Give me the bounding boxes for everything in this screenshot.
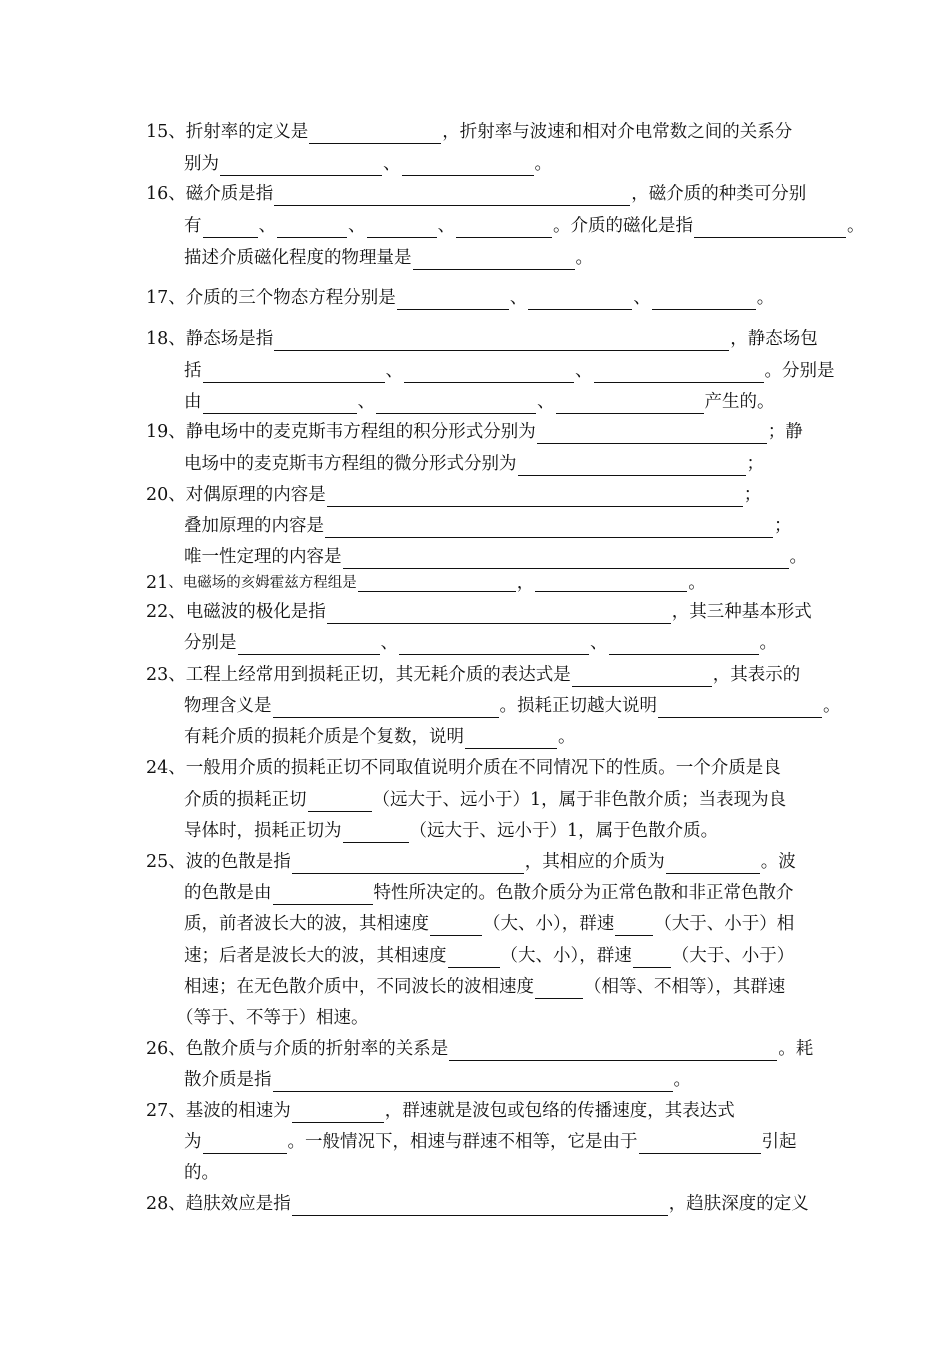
q15-blank-1[interactable] bbox=[309, 121, 441, 144]
q25-blank-1[interactable] bbox=[292, 851, 524, 874]
q25-text-3: 。波 bbox=[760, 852, 796, 872]
q28-text-2: ，趋肤深度的定义 bbox=[668, 1194, 809, 1214]
semicolon: ； bbox=[743, 485, 762, 505]
q18-line3 bbox=[184, 386, 775, 418]
q25-text-8: （大于、小于）相 bbox=[654, 914, 795, 934]
q26-blank-1[interactable] bbox=[449, 1038, 777, 1061]
q18-line2 bbox=[184, 355, 835, 387]
period: 。 bbox=[673, 1070, 691, 1090]
q15-text: 15、折射率的定义是 bbox=[146, 122, 309, 142]
q20-line3 bbox=[184, 541, 807, 573]
q15-text-2: ，折射率与波速和相对介电常数之间的关系分 bbox=[442, 122, 793, 142]
q24-line3 bbox=[184, 815, 718, 847]
q16-blank-5[interactable] bbox=[456, 215, 552, 238]
q16-blank-3[interactable] bbox=[277, 215, 347, 238]
q25-blank-2[interactable] bbox=[666, 851, 760, 874]
q20-blank-3[interactable] bbox=[343, 546, 789, 569]
q20-text: 20、对偶原理的内容是 bbox=[146, 485, 326, 505]
separator: 、 bbox=[633, 288, 651, 308]
q25-text-10: （大、小），群速 bbox=[500, 946, 632, 966]
q23-blank-1[interactable] bbox=[572, 664, 712, 687]
q24-blank-2[interactable] bbox=[343, 820, 409, 843]
q20-blank-1[interactable] bbox=[327, 484, 743, 507]
q18-text-3: 括 bbox=[184, 361, 202, 381]
q27-text-6: 的。 bbox=[184, 1163, 219, 1183]
q18-blank-7[interactable] bbox=[556, 391, 704, 414]
q25-blank-4[interactable] bbox=[430, 913, 482, 936]
q26-line2 bbox=[184, 1064, 691, 1096]
q26-text-2: 。耗 bbox=[778, 1039, 814, 1059]
q23-line3 bbox=[184, 721, 576, 753]
q25-text-4: 的色散是由 bbox=[184, 883, 272, 903]
q17-blank-2[interactable] bbox=[528, 287, 632, 310]
q25-line1 bbox=[146, 846, 796, 878]
q19-line1 bbox=[146, 416, 803, 448]
period: 。 bbox=[534, 154, 552, 174]
q19-line2 bbox=[184, 448, 764, 480]
q15-line2 bbox=[184, 148, 552, 180]
q26-text: 26、色散介质与介质的折射率的关系是 bbox=[146, 1039, 449, 1059]
q25-text-5: 特性所决定的。色散介质分为正常色散和非正常色散介 bbox=[373, 883, 794, 903]
q24-text: 24、一般用介质的损耗正切不同取值说明介质在不同情况下的性质。一个介质是良 bbox=[146, 758, 781, 778]
q27-line2 bbox=[184, 1126, 797, 1158]
q24-text-5: （远大于、远小于）1，属于色散介质。 bbox=[409, 821, 719, 841]
q27-blank-3[interactable] bbox=[639, 1131, 761, 1154]
q16-blank-6[interactable] bbox=[694, 215, 846, 238]
q19-text-2: ；静 bbox=[767, 422, 803, 442]
q24-line2 bbox=[184, 784, 786, 816]
q25-blank-3[interactable] bbox=[273, 882, 373, 905]
q23-blank-4[interactable] bbox=[465, 726, 557, 749]
q18-text: 18、静态场是指 bbox=[146, 329, 274, 349]
q25-text-9: 速；后者是波长大的波，其相速度 bbox=[184, 946, 447, 966]
q19-text: 19、静电场中的麦克斯韦方程组的积分形式分别为 bbox=[146, 422, 536, 442]
q18-blank-5[interactable] bbox=[203, 391, 357, 414]
q16-text-2: ，磁介质的种类可分别 bbox=[631, 184, 807, 204]
q27-text-5: 引起 bbox=[761, 1132, 797, 1152]
q18-text-2: ，静态场包 bbox=[730, 329, 818, 349]
q28-text: 28、趋肤效应是指 bbox=[146, 1194, 291, 1214]
q24-blank-1[interactable] bbox=[308, 789, 372, 812]
separator: ， bbox=[516, 573, 535, 593]
q18-text-4: 。分别是 bbox=[764, 361, 835, 381]
q16-line1 bbox=[146, 178, 806, 210]
q16-text-5: 描述介质磁化程度的物理量是 bbox=[184, 248, 412, 268]
q23-blank-2[interactable] bbox=[273, 695, 499, 718]
q23-text-2: ，其表示的 bbox=[712, 665, 801, 685]
q25-text-11: （大于、小于） bbox=[671, 946, 795, 966]
q25-text-12: 相速；在无色散介质中，不同波长的波相速度 bbox=[184, 977, 534, 997]
q18-blank-2[interactable] bbox=[203, 360, 385, 383]
q25-text-13: （相等、不相等），其群速 bbox=[584, 977, 786, 997]
period: 。 bbox=[558, 727, 576, 747]
q16-blank-7[interactable] bbox=[413, 247, 575, 270]
q25-text-6: 质，前者波长大的波，其相速度 bbox=[184, 914, 429, 934]
q22-text-2: ，其三种基本形式 bbox=[671, 602, 812, 622]
q19-blank-2[interactable] bbox=[518, 453, 746, 476]
q28-blank-1[interactable] bbox=[292, 1193, 668, 1216]
q28-line1 bbox=[146, 1188, 809, 1220]
q15-blank-2[interactable] bbox=[220, 153, 382, 176]
q17-line1 bbox=[146, 282, 774, 314]
q26-text-3: 散介质是指 bbox=[184, 1070, 272, 1090]
period: 。 bbox=[756, 288, 775, 308]
q17-blank-1[interactable] bbox=[397, 287, 509, 310]
q17-text: 17、介质的三个物态方程分别是 bbox=[146, 288, 396, 308]
q25-blank-7[interactable] bbox=[633, 945, 671, 968]
q27-line3 bbox=[184, 1157, 219, 1189]
q16-blank-2[interactable] bbox=[203, 215, 258, 238]
separator: 、 bbox=[380, 633, 398, 653]
period: 。 bbox=[759, 633, 777, 653]
q16-text: 16、磁介质是指 bbox=[146, 184, 274, 204]
q18-blank-6[interactable] bbox=[376, 391, 536, 414]
q24-text-3: （远大于、远小于）1，属于非色散介质；当表现为良 bbox=[372, 790, 787, 810]
q15-text-3: 别为 bbox=[184, 154, 219, 174]
q16-text-4: 。介质的磁化是指 bbox=[553, 216, 693, 236]
q21-line1 bbox=[146, 570, 706, 596]
q17-blank-3[interactable] bbox=[652, 287, 756, 310]
separator: 、 bbox=[575, 361, 593, 381]
separator: 、 bbox=[537, 392, 555, 412]
q23-line1 bbox=[146, 659, 800, 691]
q27-blank-2[interactable] bbox=[203, 1131, 287, 1154]
q22-line1 bbox=[146, 596, 812, 628]
q16-text-3: 有 bbox=[184, 216, 202, 236]
semicolon: ； bbox=[746, 454, 764, 474]
q20-text-2: 叠加原理的内容是 bbox=[184, 516, 324, 536]
separator: 、 bbox=[348, 216, 366, 236]
separator: 、 bbox=[590, 633, 608, 653]
q20-line2 bbox=[184, 510, 792, 542]
separator: 、 bbox=[357, 392, 375, 412]
q21-number: 21 bbox=[146, 573, 169, 593]
q18-blank-3[interactable] bbox=[404, 360, 574, 383]
q22-blank-3[interactable] bbox=[399, 632, 589, 655]
q18-blank-1[interactable] bbox=[274, 328, 729, 351]
q23-blank-3[interactable] bbox=[658, 695, 822, 718]
q22-blank-4[interactable] bbox=[609, 632, 759, 655]
period: 。 bbox=[789, 547, 807, 567]
q19-blank-1[interactable] bbox=[537, 421, 767, 444]
q23-text: 23、工程上经常用到损耗正切，其无耗介质的表达式是 bbox=[146, 665, 571, 685]
q23-text-4: 。损耗正切越大说明 bbox=[499, 696, 657, 716]
q25-line6 bbox=[176, 1002, 369, 1034]
q16-line2 bbox=[184, 210, 865, 242]
q25-text-14: （等于、不等于）相速。 bbox=[176, 1008, 369, 1028]
separator: 、 bbox=[509, 288, 528, 308]
q27-blank-1[interactable] bbox=[292, 1100, 384, 1123]
q25-text-2: ，其相应的介质为 bbox=[524, 852, 665, 872]
q18-blank-4[interactable] bbox=[594, 360, 764, 383]
q22-text: 22、电磁波的极化是指 bbox=[146, 602, 326, 622]
q22-text-3: 分别是 bbox=[184, 633, 237, 653]
q15-blank-3[interactable] bbox=[402, 153, 534, 176]
q25-line4 bbox=[184, 940, 794, 972]
q27-text-2: ，群速就是波包或包络的传播速度，其表达式 bbox=[384, 1101, 735, 1121]
separator: 、 bbox=[258, 216, 276, 236]
q16-line3 bbox=[184, 242, 593, 274]
q26-blank-2[interactable] bbox=[273, 1069, 673, 1092]
separator: 、 bbox=[385, 361, 403, 381]
q23-text-3: 物理含义是 bbox=[184, 696, 272, 716]
q23-text-5: 有耗介质的损耗介质是个复数，说明 bbox=[184, 727, 464, 747]
q27-text: 27、基波的相速为 bbox=[146, 1101, 291, 1121]
q24-line1 bbox=[146, 752, 781, 784]
q25-line5 bbox=[184, 971, 785, 1003]
q16-blank-1[interactable] bbox=[274, 183, 630, 206]
period: 。 bbox=[575, 248, 593, 268]
q25-text-7: （大、小），群速 bbox=[483, 914, 615, 934]
period: 。 bbox=[823, 696, 841, 716]
q27-text-3: 为 bbox=[184, 1132, 202, 1152]
q26-line1 bbox=[146, 1033, 813, 1065]
q25-line3 bbox=[184, 908, 794, 940]
q25-line2 bbox=[184, 877, 794, 909]
q22-blank-1[interactable] bbox=[327, 601, 671, 624]
separator: 、 bbox=[383, 154, 401, 174]
q15-line1 bbox=[146, 116, 792, 148]
q25-blank-5[interactable] bbox=[615, 913, 653, 936]
semicolon: ； bbox=[774, 516, 792, 536]
q19-text-3: 电场中的麦克斯韦方程组的微分形式分别为 bbox=[184, 454, 517, 474]
period: 。 bbox=[847, 216, 865, 236]
q21-blank-2[interactable] bbox=[535, 575, 687, 592]
q24-text-2: 介质的损耗正切 bbox=[184, 790, 307, 810]
q25-blank-8[interactable] bbox=[535, 976, 583, 999]
q25-text: 25、波的色散是指 bbox=[146, 852, 291, 872]
q22-line2 bbox=[184, 627, 777, 659]
q25-blank-6[interactable] bbox=[448, 945, 500, 968]
q18-text-5: 由 bbox=[184, 392, 202, 412]
q16-blank-4[interactable] bbox=[367, 215, 437, 238]
period: 。 bbox=[688, 573, 706, 593]
q20-text-3: 唯一性定理的内容是 bbox=[184, 547, 342, 567]
q27-line1 bbox=[146, 1095, 735, 1127]
q20-line1 bbox=[146, 479, 761, 511]
q21-blank-1[interactable] bbox=[358, 575, 516, 592]
q18-line1 bbox=[146, 323, 818, 355]
q23-line2 bbox=[184, 690, 841, 722]
q18-text-6: 产生的。 bbox=[704, 392, 775, 412]
q24-text-4: 导体时，损耗正切为 bbox=[184, 821, 342, 841]
q22-blank-2[interactable] bbox=[238, 632, 380, 655]
q20-blank-2[interactable] bbox=[325, 515, 773, 538]
q27-text-4: 。一般情况下，相速与群速不相等，它是由于 bbox=[287, 1132, 638, 1152]
q21-text: 、电磁场的亥姆霍兹方程组是 bbox=[168, 575, 357, 591]
separator: 、 bbox=[437, 216, 455, 236]
